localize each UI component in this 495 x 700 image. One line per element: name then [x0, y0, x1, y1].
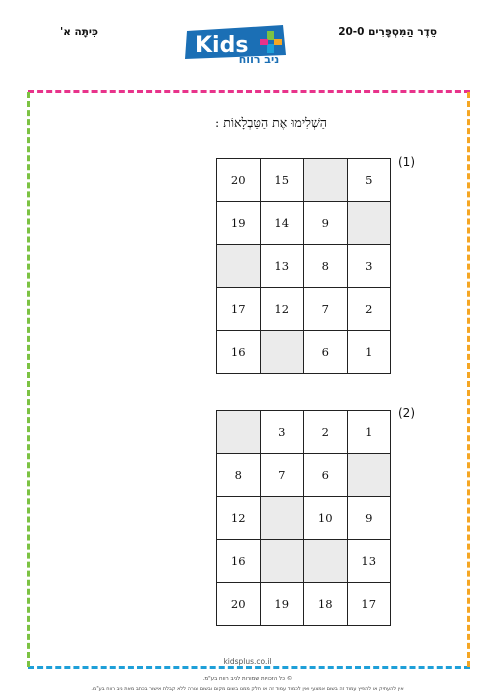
border-top	[28, 90, 470, 93]
table-cell: 3	[260, 411, 304, 454]
logo-brand-text: Kids	[195, 33, 249, 58]
table-cell: 6	[304, 331, 348, 374]
table-row	[217, 540, 391, 583]
blank-cell[interactable]	[260, 331, 304, 374]
table-row	[217, 583, 391, 626]
footer-rights-notice: אין להעתיק או להפיץ עמוד זה בשום אמצעי ואין לכמוד עמוד זה או חלק ממנו בשום מקום ובשום צורה ללא קבלת אישור בכתב מאת ניב רווח בע"מ.	[91, 686, 404, 692]
blank-cell[interactable]	[217, 411, 261, 454]
table-cell: 17	[347, 583, 391, 626]
blank-cell[interactable]	[347, 454, 391, 497]
table-cell: 12	[217, 497, 261, 540]
table-row	[217, 202, 391, 245]
table-cell: 10	[304, 497, 348, 540]
table-row	[217, 288, 391, 331]
table-cell: 6	[304, 454, 348, 497]
logo-subtitle: ניב רווח	[238, 53, 280, 66]
blank-cell[interactable]	[304, 540, 348, 583]
footer-copyright: © כל הזכויות שמורות לניב רווח בע"מ.	[202, 676, 293, 682]
border-bottom	[28, 666, 470, 669]
table-row	[217, 159, 391, 202]
exercise-2-label: (2)	[398, 406, 415, 420]
kids-logo	[183, 25, 301, 75]
table-cell: 15	[260, 159, 304, 202]
table-cell: 8	[217, 454, 261, 497]
table-cell: 3	[347, 245, 391, 288]
table-cell: 18	[304, 583, 348, 626]
table-cell: 13	[347, 540, 391, 583]
table-cell: 7	[260, 454, 304, 497]
table-cell: 19	[217, 202, 261, 245]
instruction-text: הַשְׁלִימוּ אֶת הַטַּבְלָאוֹת :	[215, 115, 327, 130]
table-cell: 8	[304, 245, 348, 288]
table-row	[217, 245, 391, 288]
table-cell: 1	[347, 411, 391, 454]
blank-cell[interactable]	[260, 497, 304, 540]
table-cell: 14	[260, 202, 304, 245]
exercise-1-label: (1)	[398, 155, 415, 169]
table-row	[217, 411, 391, 454]
table-cell: 9	[347, 497, 391, 540]
footer-site-link[interactable]: kidsplus.co.il	[223, 657, 272, 666]
table-cell: 7	[304, 288, 348, 331]
table-cell: 9	[304, 202, 348, 245]
border-left	[27, 92, 30, 667]
worksheet-title: סֵדֶר הַמִּסְפָּרִים 20-0	[338, 26, 437, 38]
grade-label: כִּיתָּה א'	[60, 26, 98, 38]
table-cell: 20	[217, 159, 261, 202]
table-cell: 20	[217, 583, 261, 626]
table-cell: 5	[347, 159, 391, 202]
table-cell: 12	[260, 288, 304, 331]
table-row	[217, 331, 391, 374]
table-cell: 19	[260, 583, 304, 626]
table-row	[217, 454, 391, 497]
blank-cell[interactable]	[304, 159, 348, 202]
blank-cell[interactable]	[217, 245, 261, 288]
table-cell: 16	[217, 331, 261, 374]
exercise-2-table	[216, 410, 391, 626]
table-cell: 17	[217, 288, 261, 331]
table-cell: 13	[260, 245, 304, 288]
border-right	[467, 92, 470, 667]
blank-cell[interactable]	[347, 202, 391, 245]
blank-cell[interactable]	[260, 540, 304, 583]
table-row	[217, 497, 391, 540]
table-cell: 1	[347, 331, 391, 374]
table-cell: 16	[217, 540, 261, 583]
exercise-1-table	[216, 158, 391, 374]
table-cell: 2	[347, 288, 391, 331]
table-cell: 2	[304, 411, 348, 454]
